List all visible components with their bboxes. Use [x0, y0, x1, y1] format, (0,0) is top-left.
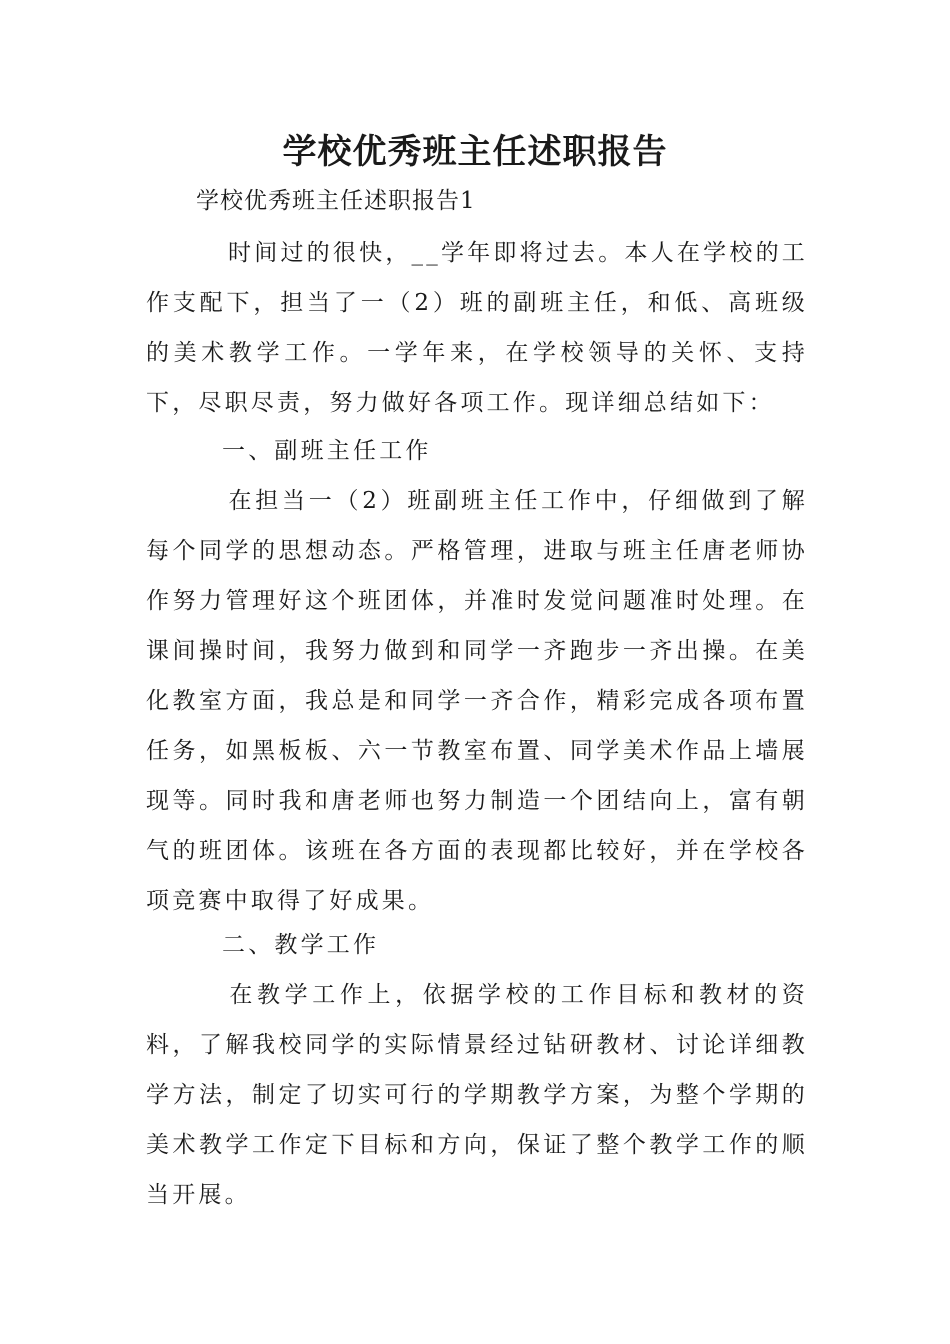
section-heading-vice-head-teacher: 一、副班主任工作 [222, 438, 432, 464]
paragraph-intro-text: 时间过的很快，__学年即将过去。本人在学校的工作支配下，担当了一（2）班的副班主任，和低、高班级的美术教学工作。一学年来，在学校领导的关怀、支持下，尽职尽责，努力做好各项工作。现详细总结如下： [146, 240, 808, 416]
document-subtitle: 学校优秀班主任述职报告1 [196, 188, 476, 214]
document-title: 学校优秀班主任述职报告 [282, 132, 668, 172]
paragraph-vice-head-teacher [146, 476, 808, 926]
paragraph-intro [146, 228, 808, 428]
paragraph-vice-head-teacher-text: 在担当一（2）班副班主任工作中，仔细做到了解每个同学的思想动态。严格管理，进取与班主任唐老师协作努力管理好这个班团体，并准时发觉问题准时处理。在课间操时间，我努力做到和同学一齐跑步一齐出操。在美化教室方面，我总是和同学一齐合作，精彩完成各项布置任务，如黑板板、六一节教室布置、同学美术作品上墙展现等。同时我和唐老师也努力制造一个团结向上，富有朝气的班团体。该班在各方面的表现都比较好，并在学校各项竞赛中取得了好成果。 [146, 488, 808, 914]
paragraph-teaching [146, 970, 808, 1220]
section-heading-teaching: 二、教学工作 [222, 932, 380, 958]
paragraph-teaching-text: 在教学工作上，依据学校的工作目标和教材的资料，了解我校同学的实际情景经过钻研教材、讨论详细教学方法，制定了切实可行的学期教学方案，为整个学期的美术教学工作定下目标和方向，保证了整个教学工作的顺当开展。 [146, 982, 808, 1208]
